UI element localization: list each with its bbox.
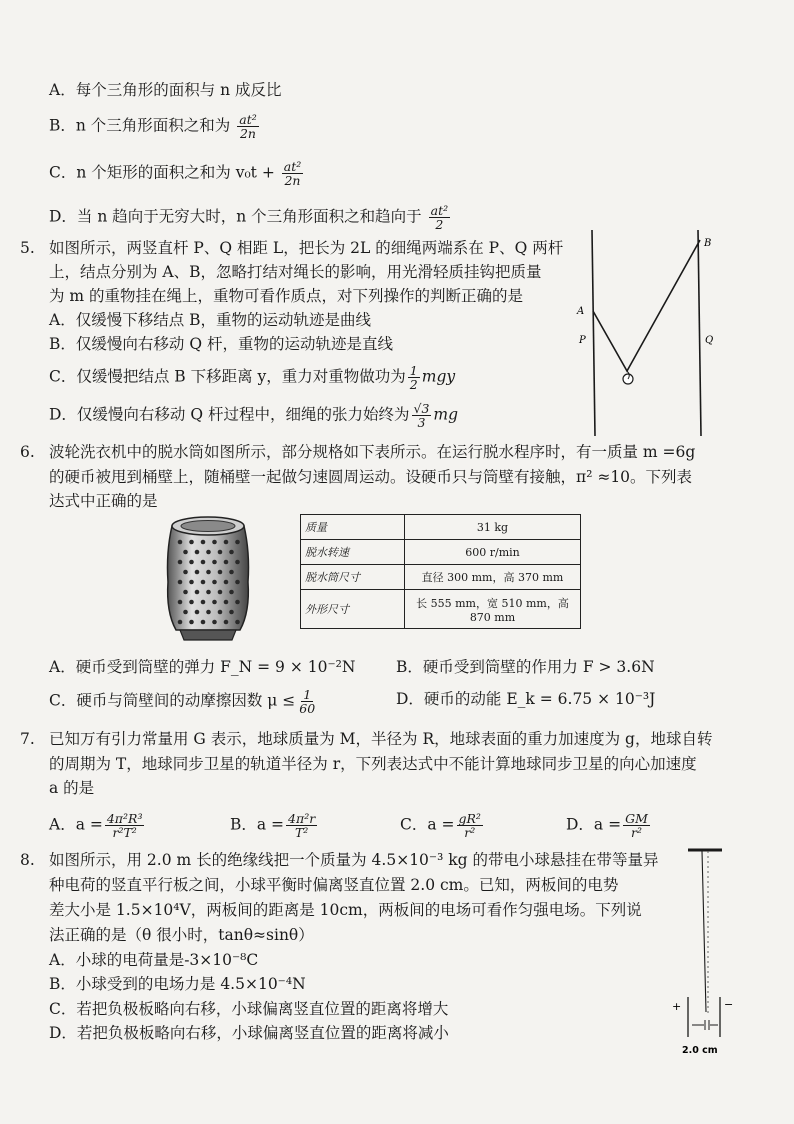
q4-option-d: D．当 n 趋向于无穷大时，n 个三角形面积之和趋向于 $\frac{\text{at²}}{2}$	[49, 203, 449, 232]
q8-stem-line-3: 差大小是 1.5×10⁴V，两板间的距离是 10cm，两板间的电场可看作匀强电场。下列说	[49, 901, 642, 919]
drum-hole	[212, 620, 217, 625]
q7-option-d: D．a = $\frac{GM}{\text{r²}}$	[566, 811, 648, 840]
q8-figure	[668, 842, 750, 1058]
q6-stem-line-2: 的硬币被甩到桶壁上，随桶壁一起做匀速圆周运动。设硬币只与筒壁有接触，π² ≈10。下列表	[49, 468, 693, 486]
q7-stem-line-1: 已知万有引力常量用 G 表示，地球质量为 M，半径为 R，地球表面的重力加速度为 g，地球自转	[49, 730, 713, 748]
q6-option-a: A．硬币受到筒壁的弹力 F_N = 9 × 10⁻²N	[49, 658, 356, 676]
q8-stem-line-1: 如图所示，用 2.0 m 长的绝缘线把一个质量为 4.5×10⁻³ kg 的带电小球悬挂在带等量异	[49, 851, 659, 869]
drum-hole	[183, 590, 188, 595]
drum-hole	[206, 590, 211, 595]
q7-c-fraction: $\frac{\text{gR²}}{\text{r²}}$	[458, 811, 481, 840]
drum-hole	[229, 590, 234, 595]
label-b: B	[704, 238, 712, 249]
drum-hole	[183, 550, 188, 555]
drum-hole	[212, 580, 217, 585]
q6-stem-line-3: 达式中正确的是	[49, 492, 158, 510]
drum-hole	[189, 600, 194, 605]
q8-option-c: C．若把负极板略向右移，小球偏离竖直位置的距离将增大	[49, 1000, 449, 1018]
drum-hole	[201, 540, 206, 545]
drum-hole	[235, 580, 240, 585]
drum-hole	[235, 600, 240, 605]
drum-hole	[235, 540, 240, 545]
q5-d-fraction: $\frac{√3}{3}$	[413, 401, 430, 430]
drum-hole	[195, 570, 200, 575]
q5-option-d: D．仅缓慢向右移动 Q 杆过程中，细绳的张力始终为 $\frac{√3}{3}$ mg	[49, 401, 459, 430]
drum-hole	[229, 550, 234, 555]
drum-hole	[212, 560, 217, 565]
drum-hole	[224, 540, 229, 545]
q7-stem-line-3: a 的是	[49, 779, 95, 797]
drum-hole	[189, 620, 194, 625]
distance-label: 2.0 cm	[682, 1045, 718, 1056]
drum-hole	[218, 590, 223, 595]
table-row: 脱水筒尺寸 直径 300 mm，高 370 mm	[301, 565, 581, 590]
q7-option-a: A．a = $\frac{\text{4π²R³}}{\text{r²T²}}$	[49, 811, 143, 840]
q6-option-d: D．硬币的动能 E_k = 6.75 × 10⁻³J	[396, 690, 656, 708]
q4-d-fraction: $\frac{\text{at²}}{2}$	[430, 203, 449, 232]
q8-option-b: B．小球受到的电场力是 4.5×10⁻⁴N	[49, 975, 306, 993]
drum-hole	[189, 580, 194, 585]
q5-c-fraction: $\frac{1}{2}$	[409, 363, 418, 392]
q6-option-c: C．硬币与筒壁间的动摩擦因数 μ ≤ $\frac{1}{60}$	[49, 687, 316, 716]
pole-p	[592, 230, 595, 436]
drum-hole	[201, 580, 206, 585]
q5-number: 5.	[20, 239, 35, 257]
q5-option-c: C．仅缓慢把结点 B 下移距离 y，重力对重物做功为 $\frac{1}{2}$ mgy	[49, 363, 456, 392]
label-p: P	[579, 335, 586, 346]
q5-stem-line-2: 上，结点分别为 A、B，忽略打结对绳长的影响，用光滑轻质挂钩把质量	[49, 263, 542, 281]
drum-hole	[206, 610, 211, 615]
drum-hole	[229, 570, 234, 575]
q4-option-b: B．n 个三角形面积之和为 $\frac{\text{at²}}{2n}$	[49, 112, 257, 141]
q7-number: 7.	[20, 730, 35, 748]
label-q: Q	[705, 335, 714, 346]
q8-option-a: A．小球的电荷量是-3×10⁻⁸C	[49, 951, 259, 969]
drum-hole	[178, 600, 183, 605]
q7-stem-line-2: 的周期为 T，地球同步卫星的轨道半径为 r，下列表达式中不能计算地球同步卫星的向心加速度	[49, 755, 697, 773]
washer-drum-figure	[158, 512, 258, 647]
drum-hole	[189, 560, 194, 565]
drum-hole	[178, 620, 183, 625]
table-row: 脱水转速 600 r/min	[301, 540, 581, 565]
q5-option-a: A．仅缓慢下移结点 B，重物的运动轨迹是曲线	[49, 311, 372, 329]
q7-option-c: C．a = $\frac{\text{gR²}}{\text{r²}}$	[400, 811, 481, 840]
q5-figure	[570, 228, 740, 440]
q7-b-fraction: $\frac{\text{4π²r}}{\text{T²}}$	[288, 811, 316, 840]
q8-option-d: D．若把负极板略向右移，小球偏离竖直位置的距离将减小	[49, 1024, 449, 1042]
plus-sign: +	[672, 1000, 682, 1013]
drum-hole	[224, 620, 229, 625]
drum-hole	[189, 540, 194, 545]
drum-hole	[235, 560, 240, 565]
q4-option-c: C．n 个矩形的面积之和为 v₀t + $\frac{\text{at²}}{2n}$	[49, 159, 302, 188]
q6-c-fraction: $\frac{1}{60}$	[299, 687, 316, 716]
q6-number: 6.	[20, 443, 35, 461]
q6-stem-line-1: 波轮洗衣机中的脱水筒如图所示，部分规格如下表所示。在运行脱水程序时，有一质量 m =6g	[49, 443, 696, 461]
drum-hole	[218, 610, 223, 615]
q5-option-b: B．仅缓慢向右移动 Q 杆，重物的运动轨迹是直线	[49, 335, 393, 353]
drum-hole	[178, 580, 183, 585]
drum-hole	[224, 560, 229, 565]
drum-hole	[195, 610, 200, 615]
spec-table	[300, 514, 581, 629]
drum-hole	[195, 590, 200, 595]
q4-b-fraction: $\frac{\text{at²}}{2n}$	[239, 112, 257, 141]
table-row: 质量 31 kg	[301, 515, 581, 540]
drum-hole	[201, 620, 206, 625]
q4-c-fraction: $\frac{\text{at²}}{2n}$	[283, 159, 302, 188]
q8-stem-line-4: 法正确的是（θ 很小时，tanθ≈sinθ）	[49, 926, 314, 944]
drum-hole	[178, 560, 183, 565]
q7-option-b: B．a = $\frac{\text{4π²r}}{\text{T²}}$	[230, 811, 316, 840]
drum-hole	[206, 550, 211, 555]
q7-d-fraction: $\frac{GM}{\text{r²}}$	[625, 811, 648, 840]
drum-hole	[178, 540, 183, 545]
drum-hole	[195, 550, 200, 555]
drum-hole	[224, 600, 229, 605]
drum-hole	[218, 570, 223, 575]
drum-hole	[218, 550, 223, 555]
drum-hole	[224, 580, 229, 585]
rope	[593, 240, 700, 371]
q8-number: 8.	[20, 851, 35, 869]
drum-hole	[201, 560, 206, 565]
q6-option-b: B．硬币受到筒壁的作用力 F > 3.6N	[396, 658, 655, 676]
drum-hole	[183, 570, 188, 575]
pole-q	[698, 230, 701, 436]
minus-sign: −	[724, 998, 734, 1011]
q4-option-a: A．每个三角形的面积与 n 成反比	[49, 81, 282, 99]
drum-hole	[212, 540, 217, 545]
drum-hole	[201, 600, 206, 605]
drum-hole	[183, 610, 188, 615]
drum-hole	[212, 600, 217, 605]
drum-hole	[229, 610, 234, 615]
table-row: 外形尺寸 长 555 mm，宽 510 mm，高 870 mm	[301, 590, 581, 629]
label-a: A	[577, 306, 585, 317]
q8-stem-line-2: 种电荷的竖直平行板之间，小球平衡时偏离竖直位置 2.0 cm。已知，两板间的电势	[49, 876, 619, 894]
q7-a-fraction: $\frac{\text{4π²R³}}{\text{r²T²}}$	[106, 811, 143, 840]
thread	[702, 851, 706, 1012]
drum-hole	[235, 620, 240, 625]
q5-stem-line-3: 为 m 的重物挂在绳上，重物可看作质点，对下列操作的判断正确的是	[49, 287, 524, 305]
q5-stem-line-1: 如图所示，两竖直杆 P、Q 相距 L，把长为 2L 的细绳两端系在 P、Q 两杆	[49, 239, 564, 257]
drum-hole	[206, 570, 211, 575]
